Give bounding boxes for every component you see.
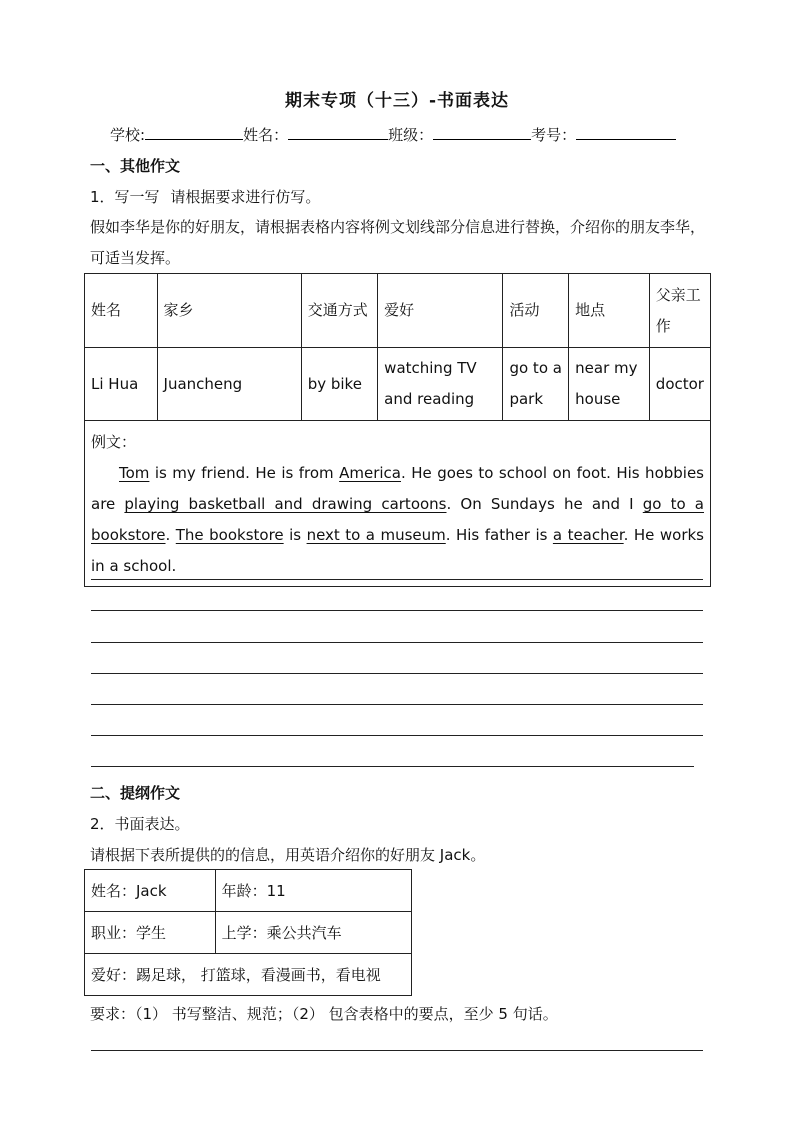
writing-line[interactable] (91, 1050, 703, 1051)
student-info-line (110, 123, 676, 145)
question2-instruction: 请根据下表所提供的的信息，用英语介绍你的好朋友 Jack。 (90, 846, 486, 864)
example-cell (85, 421, 711, 587)
question1-text: 请根据要求进行仿写。 (170, 188, 321, 206)
friend-info-table (84, 273, 711, 587)
header-cell: 交通方式 (301, 274, 377, 348)
example-label: 例文： (91, 433, 137, 451)
school-label: 学校: (110, 126, 146, 144)
essay-text: . His father is (445, 526, 553, 544)
class-blank[interactable] (433, 123, 531, 140)
writing-line[interactable] (91, 673, 703, 674)
question1-line (90, 186, 320, 207)
table-header-row (85, 274, 711, 348)
requirements: 要求：（1） 书写整洁、规范；（2） 包含表格中的要点，至少 5 句话。 (90, 1005, 558, 1023)
underlined-name: Tom (119, 464, 150, 482)
writing-line[interactable] (91, 579, 703, 580)
table-cell: watching TV and reading (378, 348, 503, 421)
table-cell: by bike (301, 348, 377, 421)
header-cell: 地点 (569, 274, 650, 348)
table-cell: doctor (649, 348, 710, 421)
jack-info-table (84, 869, 412, 996)
header-cell: 姓名 (85, 274, 158, 348)
writing-line[interactable] (91, 766, 694, 767)
name-label: 姓名： (243, 126, 289, 144)
table-row (85, 870, 412, 912)
writing-line[interactable] (91, 704, 703, 705)
essay-text: . He works in a school. (91, 526, 704, 575)
section1-heading: 一、其他作文 (90, 157, 181, 175)
writing-line[interactable] (91, 642, 703, 643)
section2-heading: 二、提纲作文 (90, 784, 181, 802)
question1-number: 1．写一写 (90, 188, 160, 206)
header-cell: 家乡 (157, 274, 301, 348)
underlined-place-subject: The bookstore (175, 526, 284, 544)
name-blank[interactable] (288, 123, 388, 140)
underlined-place: next to a museum (306, 526, 446, 544)
question2-text: 2．书面表达。 (90, 815, 190, 833)
class-label: 班级： (388, 126, 434, 144)
table-cell: near my house (569, 348, 650, 421)
essay-text: . He goes to school on foot. His hobbies are (91, 464, 704, 513)
exam-no-blank[interactable] (576, 123, 676, 140)
table-cell: go to a park (503, 348, 569, 421)
essay-text: is (283, 526, 307, 544)
underlined-hobby: playing basketball and drawing cartoons (124, 495, 447, 513)
essay-text: . (165, 526, 176, 544)
header-cell: 活动 (503, 274, 569, 348)
table-cell: 职业：学生 (85, 912, 216, 954)
table-cell: 爱好：踢足球， 打篮球，看漫画书，看电视 (85, 954, 412, 996)
table-cell: Li Hua (85, 348, 158, 421)
table-cell: 上学：乘公共汽车 (215, 912, 411, 954)
essay-text: is my friend. He is from (149, 464, 340, 482)
writing-line[interactable] (91, 735, 703, 736)
example-row (85, 421, 711, 587)
exam-no-label: 考号： (531, 126, 577, 144)
table-cell: 姓名：Jack (85, 870, 216, 912)
table-row (85, 348, 711, 421)
header-cell: 爱好 (378, 274, 503, 348)
table-cell: Juancheng (157, 348, 301, 421)
question1-instruction: 假如李华是你的好朋友，请根据表格内容将例文划线部分信息进行替换，介绍你的朋友李华，可适当发挥。 (90, 218, 706, 267)
header-cell: 父亲工作 (649, 274, 710, 348)
table-cell: 年龄：11 (215, 870, 411, 912)
example-essay (91, 458, 704, 582)
school-blank[interactable] (145, 123, 243, 140)
table-row (85, 954, 412, 996)
page-title: 期末专项（十三）-书面表达 (284, 91, 510, 111)
underlined-country: America (339, 464, 401, 482)
underlined-activity: go to a bookstore (91, 495, 704, 544)
table-row (85, 912, 412, 954)
writing-line[interactable] (91, 610, 703, 611)
essay-text: . On Sundays he and I (446, 495, 643, 513)
underlined-job: a teacher (552, 526, 624, 544)
